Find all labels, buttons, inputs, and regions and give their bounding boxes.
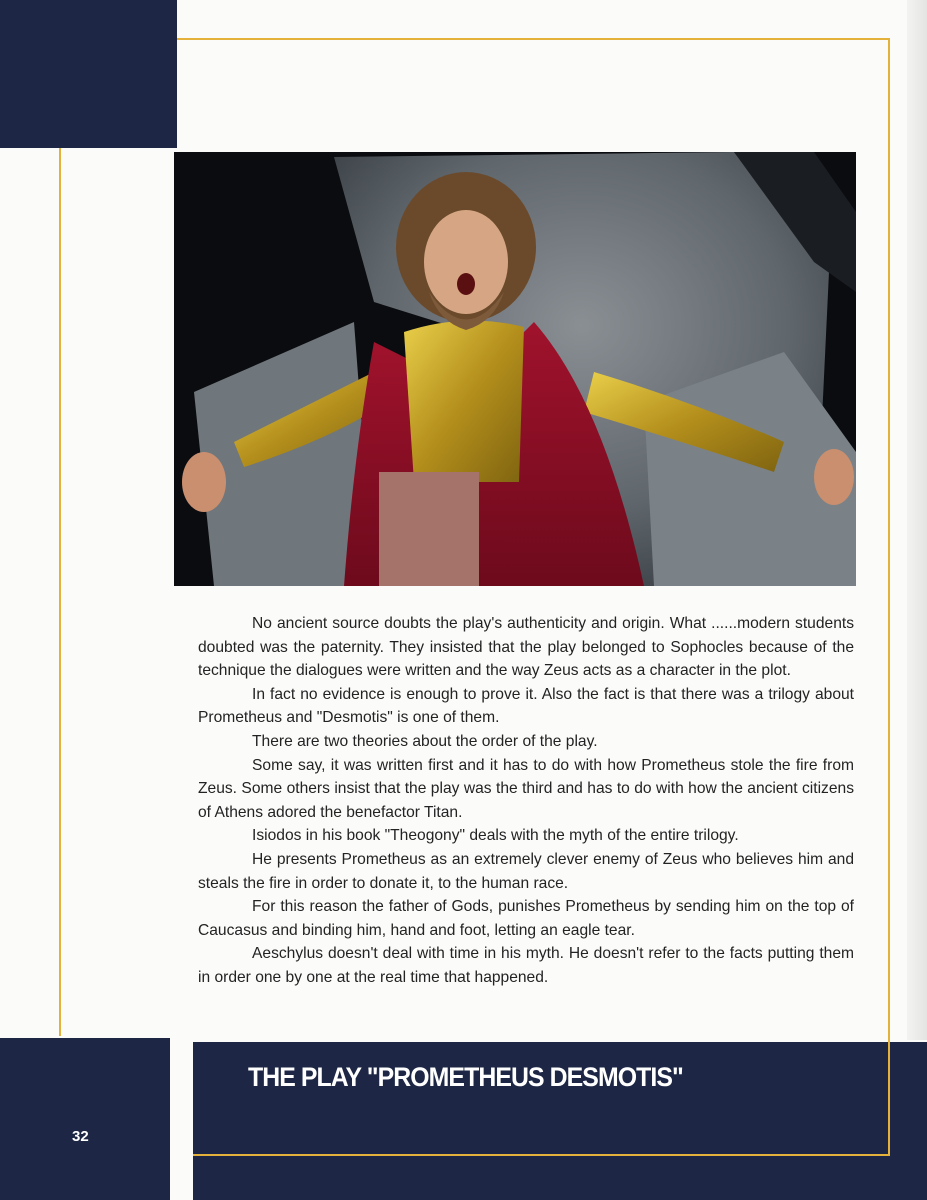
page-number: 32 — [72, 1128, 89, 1145]
article-paragraph: No ancient source doubts the play's authenticity and origin. What ......modern students doubted was the paternity. They insisted that the play belonged to Sophocles because of the technique the dialogues were written and the way Zeus acts as a character in the plot. — [198, 615, 854, 680]
gold-frame-top — [177, 38, 890, 40]
gold-frame-left — [59, 148, 61, 1036]
article-paragraph: Aeschylus doesn't deal with time in his myth. He doesn't refer to the facts putting them in order one by one at the real time that happened. — [198, 945, 854, 986]
article-paragraph: There are two theories about the order of the play. — [252, 732, 598, 750]
stage-photo-illustration — [174, 152, 856, 586]
article-paragraph: In fact no evidence is enough to prove it. Also the fact is that there was a trilogy about Prometheus and "Desmotis" is one of them. — [198, 685, 854, 727]
navy-corner-block-bottom-left — [0, 1038, 170, 1200]
gold-frame-right — [888, 38, 890, 1156]
section-title: THE PLAY "PROMETHEUS DESMOTIS" — [248, 1062, 683, 1092]
page-edge — [907, 0, 927, 1040]
article-paragraph: He presents Prometheus as an extremely clever enemy of Zeus who believes him and steals the fire in order to donate it, to the human race. — [198, 850, 854, 892]
gold-frame-bottom — [193, 1154, 890, 1156]
stage-photo — [174, 152, 856, 586]
article-paragraph: Isiodos in his book "Theogony" deals with the myth of the entire trilogy. — [252, 827, 739, 845]
article-body — [198, 612, 854, 990]
navy-corner-block-top — [0, 0, 177, 148]
article-paragraph: For this reason the father of Gods, punishes Prometheus by sending him on the top of Caucasus and binding him, hand and foot, letting an eagle tear. — [198, 898, 854, 939]
article-paragraph: Some say, it was written first and it has to do with how Prometheus stole the fire from Zeus. Some others insist that the play was the third and has to do with how the ancient citizens of Athens adored the benefactor Titan. — [198, 756, 854, 821]
